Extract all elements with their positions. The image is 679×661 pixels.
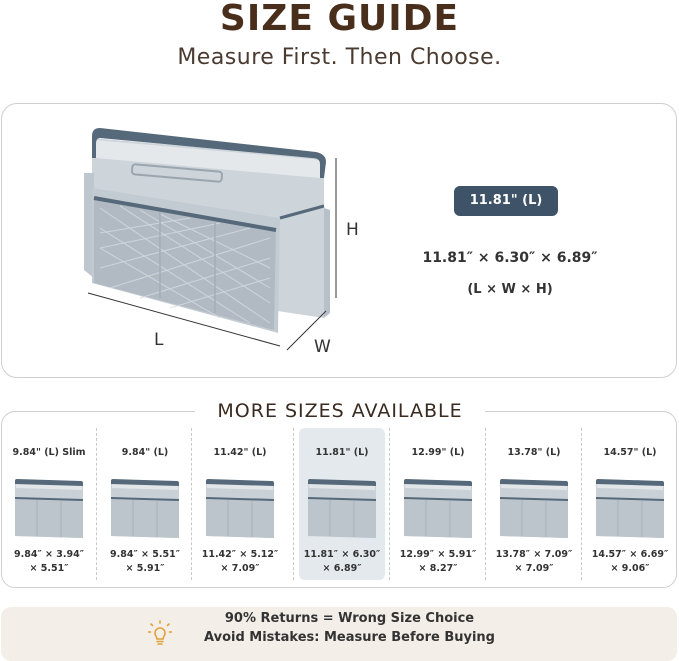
size-option-label: 9.84" (L) [121,447,169,458]
size-option-dimensions [6,548,92,576]
size-option[interactable] [6,428,92,580]
organizer-thumbnail [204,478,276,544]
column-divider [191,428,192,580]
footer-line-1: 90% Returns = Wrong Size Choice [224,611,475,626]
organizer-thumbnail [498,478,570,544]
selected-size-badge: 11.81" (L) [454,186,558,216]
organizer-thumbnail [306,478,378,544]
size-option-dimensions [491,548,577,576]
height-label: H [346,220,359,240]
size-option-label: 9.84" (L) Slim [12,447,86,458]
more-sizes-title: MORE SIZES AVAILABLE [195,400,485,422]
dimensions-line-2: × 8.27″ [418,563,458,574]
size-option-dimensions [395,548,481,576]
dimensions-line-1: 13.78″ × 7.09″ [495,549,573,560]
size-option-dimensions [102,548,188,576]
dimensions-line-2: × 7.09″ [220,563,260,574]
page-subtitle: Measure First. Then Choose. [177,45,502,70]
length-label: L [154,330,164,350]
page-title: SIZE GUIDE [219,0,460,39]
size-option-label: 12.99" (L) [411,447,465,458]
width-label: W [314,337,331,357]
column-divider [293,428,294,580]
column-divider [581,428,582,580]
size-option[interactable] [299,428,385,580]
size-option-label: 13.78" (L) [507,447,561,458]
size-option[interactable] [587,428,673,580]
dimensions-line-1: 11.81″ × 6.30″ [303,549,381,560]
size-option-dimensions [197,548,283,576]
organizer-thumbnail [594,478,666,544]
organizer-illustration [80,118,370,363]
size-option-label: 11.81" (L) [315,447,369,458]
organizer-thumbnail [109,478,181,544]
column-divider [96,428,97,580]
organizer-thumbnail [402,478,474,544]
column-divider [389,428,390,580]
footer-line-2: Avoid Mistakes: Measure Before Buying [204,630,495,645]
dimensions-line-2: × 7.09″ [514,563,554,574]
dimensions-line-1: 9.84″ × 3.94″ [14,549,84,560]
dimensions-line-2: × 5.51″ [29,563,69,574]
dimensions-line-2: × 9.06″ [610,563,650,574]
size-option-label: 11.42" (L) [213,447,267,458]
size-option[interactable] [197,428,283,580]
size-option[interactable] [102,428,188,580]
dimensions-line-2: × 6.89″ [322,563,362,574]
dimensions-line-1: 9.84″ × 5.51″ [110,549,180,560]
dimension-order: (L × W × H) [467,282,553,297]
dimensions-line-1: 12.99″ × 5.91″ [399,549,477,560]
size-option[interactable] [491,428,577,580]
size-option[interactable] [395,428,481,580]
size-option-dimensions [299,548,385,576]
dimensions-line-2: × 5.91″ [125,563,165,574]
column-divider [485,428,486,580]
dimensions-line-1: 14.57″ × 6.69″ [591,549,669,560]
size-option-dimensions [587,548,673,576]
organizer-thumbnail [13,478,85,544]
dimensions-line-1: 11.42″ × 5.12″ [201,549,279,560]
size-option-label: 14.57" (L) [603,447,657,458]
main-dimensions: 11.81″ × 6.30″ × 6.89″ [422,250,598,266]
